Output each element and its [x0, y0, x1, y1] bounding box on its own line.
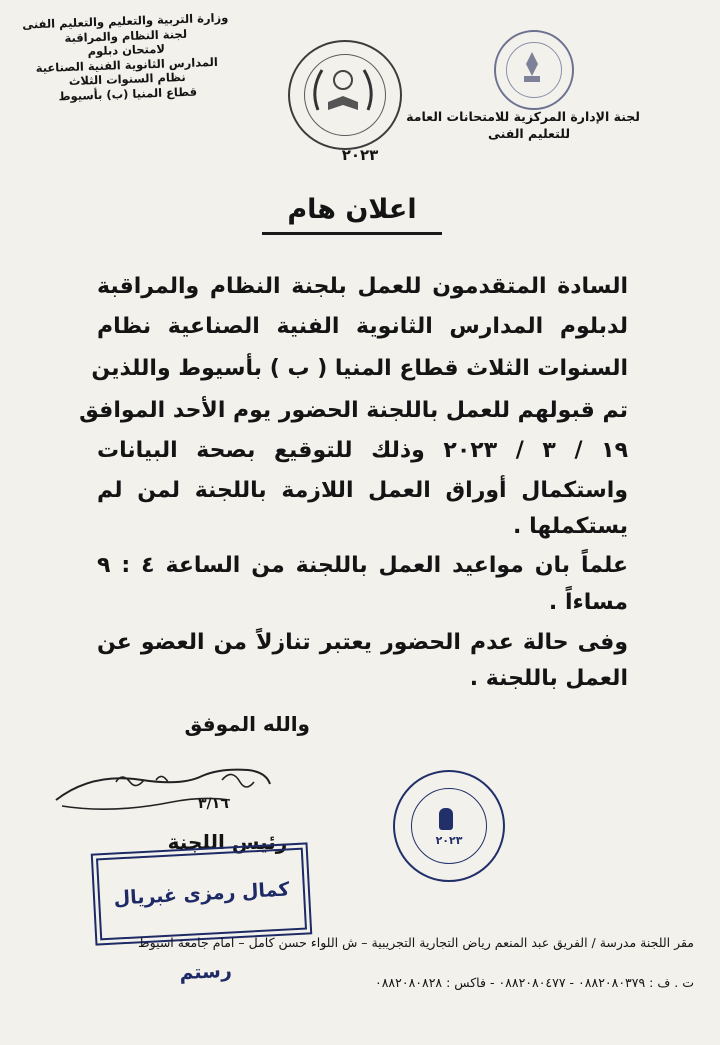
body-line: السنوات الثلاث قطاع المنيا ( ب ) بأسيوط واللذين — [91, 356, 628, 381]
body-line: لدبلوم المدارس الثانوية الفنية الصناعية نظام — [97, 314, 628, 339]
signature-date: ٣/١٦ — [198, 796, 229, 812]
ministry-logo-icon — [494, 30, 574, 110]
committee-seal-icon — [288, 40, 402, 150]
body-line: واستكمال أوراق العمل اللازمة باللجنة لمن لم — [97, 478, 628, 503]
footer-contact: ت . ف : ٠٨٨٢٠٨٠٣٧٩ - ٠٨٨٢٠٨٠٤٧٧ - فاكس : ٠٨٨٢٠٨٠٨٢٨ — [375, 975, 694, 990]
ministry-header — [13, 10, 241, 105]
handwritten-signature-icon — [52, 762, 274, 822]
name-stamp: كمال رمزى غبريال رستم — [96, 848, 307, 941]
ministry-line: قطاع المنيا (ب) بأسيوط — [58, 84, 198, 103]
ministry-line: المدارس الثانوية الفنية الصناعية — [35, 54, 219, 75]
announcement-title: اعلان هام — [262, 188, 442, 235]
ministry-line: لجنة النظام والمراقبة — [64, 26, 188, 45]
body-line: العمل باللجنة . — [469, 666, 628, 691]
committee-round-stamp-icon — [393, 770, 505, 882]
footer-address: مقر اللجنة مدرسة / الفريق عبد المنعم رياض التجارية التجريبية – ش اللواء حسن كامل – امام جامعة اسيوط — [138, 935, 694, 950]
body-line: تم قبولهم للعمل باللجنة الحضور يوم الأحد الموافق — [79, 398, 628, 423]
body-line: يستكملها . — [513, 514, 628, 539]
body-line: ١٩ / ٣ / ٢٠٢٣ وذلك للتوقيع بصحة البيانات — [97, 438, 628, 463]
committee-president-title: رئيس اللجنة — [167, 830, 288, 854]
central-committee-header — [406, 108, 640, 142]
ministry-line: وزارة التربية والتعليم والتعليم الفنى — [21, 10, 229, 32]
round-stamp-year: ٢٠٢٣ — [435, 834, 463, 847]
body-line: السادة المتقدمون للعمل بلجنة النظام والمراقبة — [97, 274, 628, 299]
ministry-line: لامتحان دبلوم — [87, 41, 166, 59]
closing-line: والله الموفق — [184, 712, 310, 736]
central-committee-line: لجنة الإدارة المركزية للامتحانات العامة — [406, 109, 640, 124]
laurel-book-icon — [288, 40, 398, 146]
seal-year: ٢٠٢٣ — [341, 146, 379, 164]
body-line: وفى حالة عدم الحضور يعتبر تنازلاً من العضو عن — [97, 630, 628, 655]
ministry-line: نظام السنوات الثلاث — [68, 69, 186, 89]
central-committee-line: للتعليم الفنى — [487, 126, 571, 141]
body-line: علماً بان مواعيد العمل باللجنة من الساعة ٤ : ٩ — [97, 553, 628, 578]
body-line: مساءاً . — [548, 590, 628, 615]
